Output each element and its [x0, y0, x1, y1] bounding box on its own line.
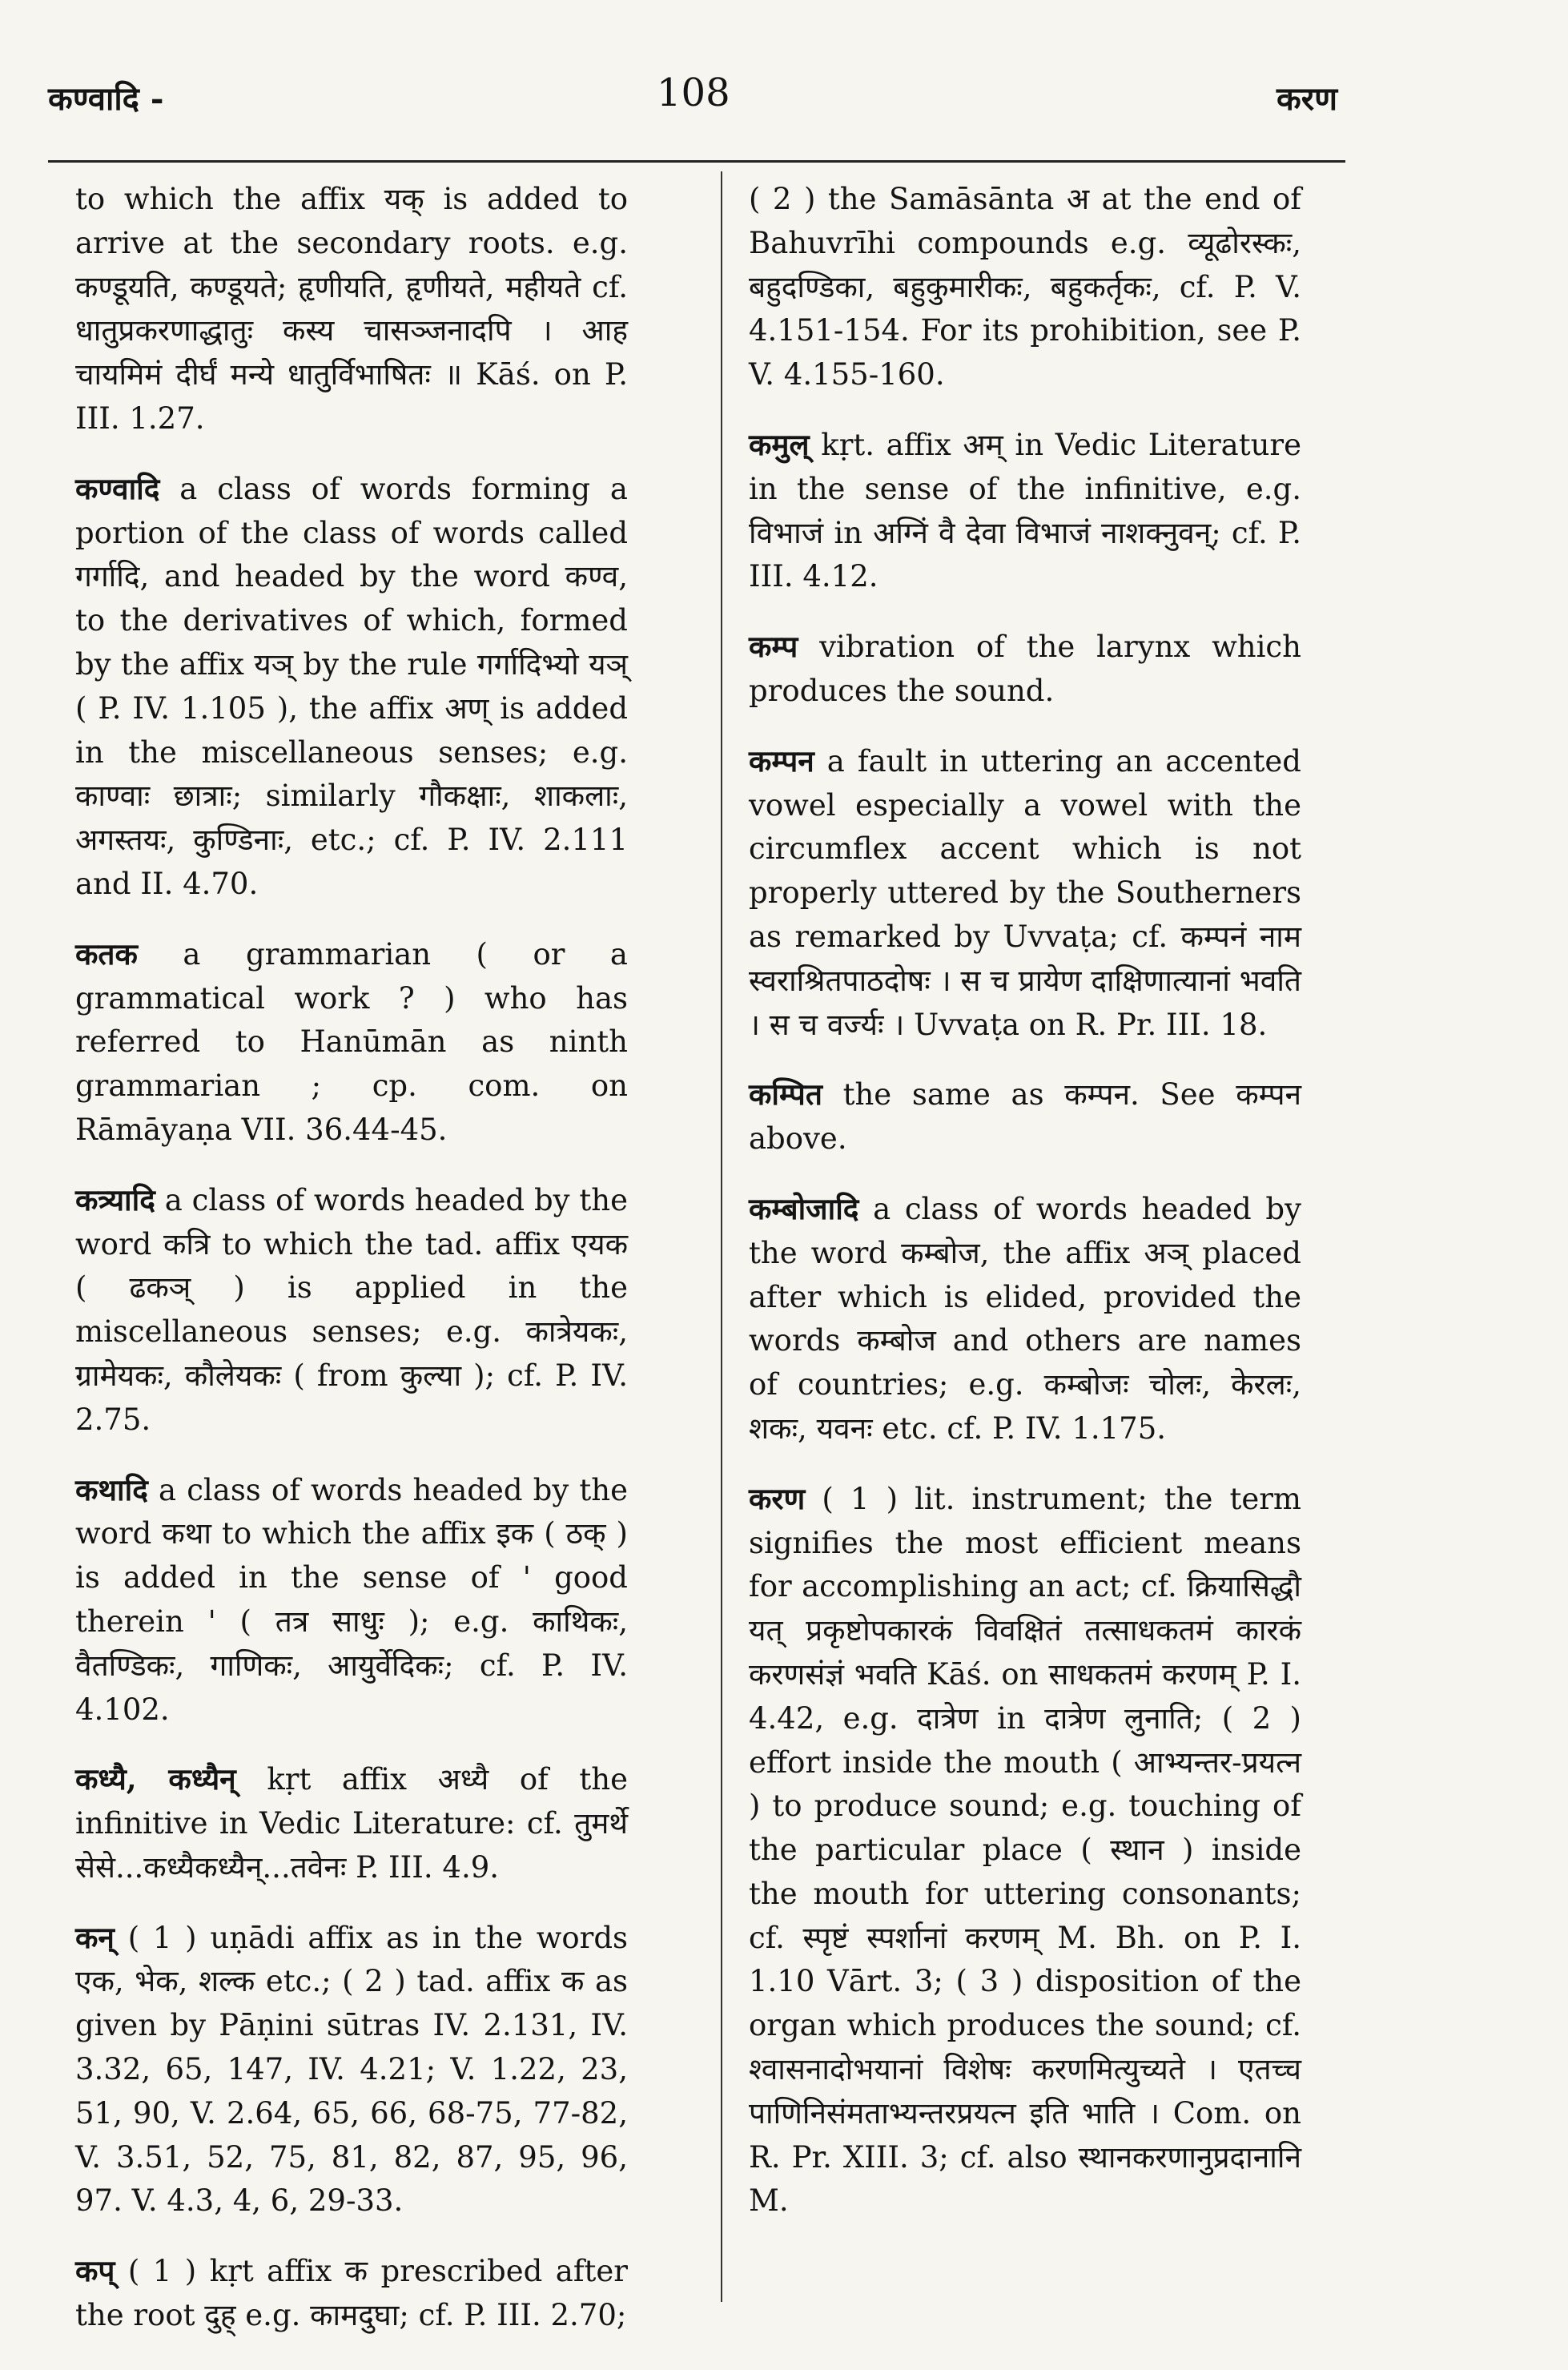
entry-body: to which the affix यक् is added to arrive at the secondary roots. e.g. कण्डूयति, कण्डूयते; हृणीयति, हृणीयते, महीयते cf. धातुप्रकरणाद्धातुः कस्य चासञ्जनादपि । आह चायमिमं दीर्घं मन्ये धातुर्विभाषितः ॥ Kāś. on P. III. 1.27.: [75, 182, 628, 436]
entry-headword: कम्पन: [749, 742, 814, 779]
column-divider: [721, 171, 722, 2302]
entry-headword: कमुल्: [749, 426, 810, 462]
entry-body: vibration of the larynx which produces the sound.: [749, 630, 1301, 708]
entry-headword: कथादि: [75, 1471, 148, 1507]
entry-body: kṛt. affix अम् in Vedic Literature in the sense of the infinitive, e.g. विभाजं in अग्निं वै देवा विभाजं नाशक्नुवन्; cf. P. III. 4.12.: [749, 427, 1301, 594]
entry-body: ( 1 ) kṛt affix क prescribed after the root दुह् e.g. कामदुघा; cf. P. III. 2.70;: [75, 2254, 628, 2333]
entry-kampita: [749, 1072, 1301, 1161]
entry-kadhyai: [75, 1757, 628, 1889]
entry-body: a class of words headed by the word कत्रि to which the tad. affix एयक ( ढकञ् ) is applied in the miscellaneous senses; e.g. कात्रेयकः, ग्रामेयकः, कौलेयकः ( from कुल्या ); cf. P. IV. 2.75.: [75, 1182, 628, 1437]
entry-body: a class of words forming a portion of the class of words called गर्गादि, and headed by the word कण्व, to the derivatives of which, formed by the affix यञ् by the rule गर्गादिभ्यो यञ् ( P. IV. 1.105 ), the affix अण् is added in the miscellaneous senses; e.g. काण्वाः छात्राः; similarly गौकक्षाः, शाकलाः, अगस्तयः, कुण्डिनाः, etc.; cf. P. IV. 2.111 and II. 4.70.: [75, 471, 628, 901]
entry-kampana: [749, 739, 1301, 1048]
entry-kan: [75, 1916, 628, 2224]
entry-kataka: [75, 932, 628, 1153]
entry-kambojadi: [749, 1187, 1301, 1451]
entry-body: ( 1 ) uṇādi affix as in the words एक, भेक, शल्क etc.; ( 2 ) tad. affix क as given by Pāṇini sūtras IV. 2.131, IV. 3.32, 65, 147, IV. 4.21; V. 1.22, 23, 51, 90, V. 2.64, 65, 66, 68-75, 77-82, V. 3.51, 52, 75, 81, 82, 87, 95, 96, 97. V. 4.3, 4, 6, 29-33.: [75, 1920, 628, 2219]
entry-body: a class of words headed by the word कथा to which the affix इक ( ठक् ) is added in the sense of ' good therein ' ( तत्र साधुः ); e.g. काथिकः, वैतण्डिकः, गाणिकः, आयुर्वेदिकः; cf. P. IV. 4.102.: [75, 1472, 628, 1727]
entry-karana: [749, 1477, 1301, 2224]
entry-headword: कम्पित: [749, 1076, 822, 1113]
running-head-right: करण: [1277, 80, 1337, 118]
entry-headword: कन्: [75, 1919, 115, 1955]
entry-headword: करण: [749, 1480, 806, 1516]
entry-headword: कध्यै, कध्यैन्: [75, 1761, 236, 1797]
entry-headword: कत्र्यादि: [75, 1181, 155, 1217]
running-head: [48, 70, 1337, 127]
entry-body: kṛt affix अध्यै of the infinitive in Vedic Literature: cf. तुमर्थे सेसे...कध्यैकध्यैन्...तवेनः P. III. 4.9.: [75, 1762, 628, 1885]
right-column: [749, 178, 1301, 2249]
entry-kap: [75, 2249, 628, 2338]
entry-continuation: [75, 178, 628, 441]
entry-body: a class of words headed by the word कम्बोज, the affix अञ् placed after which is elided, provided the words कम्बोज and others are names of countries; e.g. कम्बोजः चोलः, केरलः, शकः, यवनः etc. cf. P. IV. 1.175.: [749, 1191, 1301, 1446]
entry-headword: कम्बोजादि: [749, 1190, 859, 1226]
entry-headword: कतक: [75, 936, 138, 972]
running-head-left: कण्वादि -: [48, 80, 164, 118]
entry-kathadi: [75, 1468, 628, 1732]
entry-body: ( 2 ) the Samāsānta अ at the end of Bahuvrīhi compounds e.g. व्यूढोरस्कः, बहुदण्डिका, बहुकुमारीकः, बहुकर्तृकः, cf. P. V. 4.151-154. For its prohibition, see P. V. 4.155-160.: [749, 182, 1301, 392]
entry-kampa: [749, 625, 1301, 714]
page-number: 108: [657, 70, 730, 115]
entry-body: ( 1 ) lit. instrument; the term signifies the most efficient means for accomplishing an act; cf. क्रियासिद्धौ यत् प्रकृष्टोपकारकं विवक्षितं तत्साधकतमं कारकं करणसंज्ञं भवति Kāś. on साधकतमं करणम् P. I. 4.42, e.g. दात्रेण in दात्रेण लुनाति; ( 2 ) effort inside the mouth ( आभ्यन्तर-प्रयत्न ) to produce sound; e.g. touching of the particular place ( स्थान ) inside the mouth for uttering consonants; cf. स्पृष्टं स्पर्शानां करणम् M. Bh. on P. I. 1.10 Vārt. 3; ( 3 ) disposition of the organ which produces the sound; cf. श्वासनादोभयानां विशेषः करणमित्युच्यते । एतच्च पाणिनिसंमताभ्यन्तरप्रयत्न इति भाति । Com. on R. Pr. XIII. 3; cf. also स्थानकरणानुप्रदानानि M.: [749, 1481, 1301, 2219]
entry-kanvadi: [75, 467, 628, 907]
left-column: [75, 178, 628, 2364]
entry-katryadi: [75, 1178, 628, 1443]
entry-headword: कप्: [75, 2253, 115, 2289]
entry-headword: कण्वादि: [75, 470, 160, 506]
entry-body: the same as कम्पन. See कम्पन above.: [749, 1077, 1301, 1157]
entry-body: a grammarian ( or a grammatical work ? ) who has referred to Hanūmān as ninth grammarian ; cp. com. on Rāmāyaṇa VII. 36.44-45.: [75, 936, 628, 1147]
header-rule: [48, 160, 1345, 163]
entry-headword: कम्प: [749, 629, 798, 665]
entry-kamul: [749, 423, 1301, 599]
entry-body: a fault in uttering an accented vowel especially a vowel with the circumflex accent which is not properly uttered by the Southerners as remarked by Uvvaṭa; cf. कम्पनं नाम स्वराश्रितपाठदोषः । स च प्रायेण दाक्षिणात्यानां भवति । स च वर्ज्यः । Uvvaṭa on R. Pr. III. 18.: [749, 743, 1301, 1042]
entry-continuation: [749, 178, 1301, 397]
